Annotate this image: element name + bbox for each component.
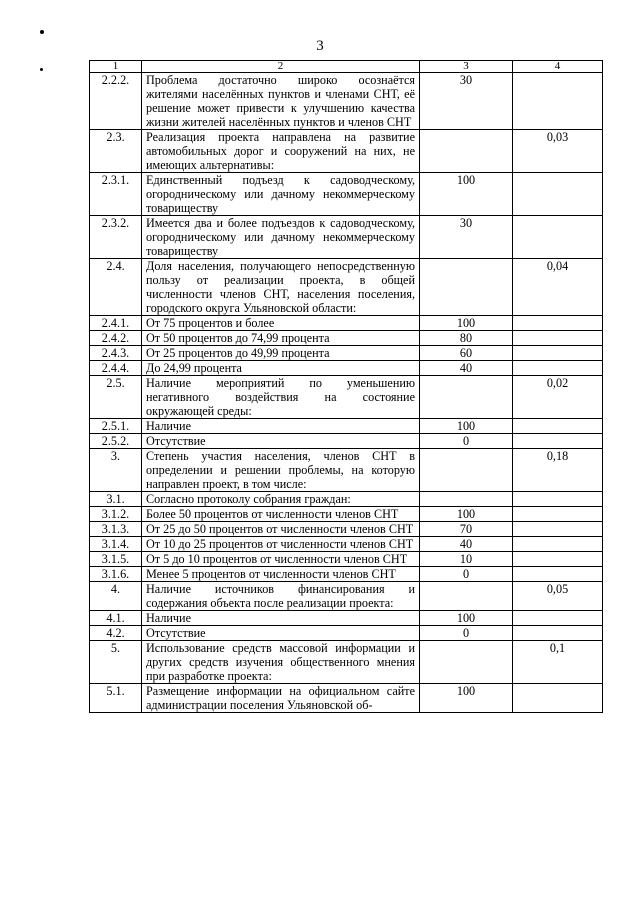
- table-row: [90, 611, 603, 626]
- score-value: 80: [420, 331, 513, 346]
- row-number: 2.5.2.: [90, 434, 142, 449]
- row-text: Наличие: [142, 611, 420, 626]
- table-row: [90, 567, 603, 582]
- weight-value: [513, 537, 603, 552]
- score-value: 70: [420, 522, 513, 537]
- row-text: От 5 до 10 процентов от численности членов СНТ: [142, 552, 420, 567]
- weight-value: 0,05: [513, 582, 603, 611]
- table-row: [90, 582, 603, 611]
- row-number: 2.3.2.: [90, 216, 142, 259]
- weight-value: [513, 316, 603, 331]
- row-text: От 50 процентов до 74,99 процента: [142, 331, 420, 346]
- row-text: Согласно протоколу собрания граждан:: [142, 492, 420, 507]
- row-number: 5.1.: [90, 684, 142, 713]
- score-value: 40: [420, 537, 513, 552]
- row-text: Наличие: [142, 419, 420, 434]
- row-text: Наличие источников финансирования и содержания объекта после реализации проекта:: [142, 582, 420, 611]
- table-row: [90, 173, 603, 216]
- score-value: [420, 641, 513, 684]
- score-value: 10: [420, 552, 513, 567]
- table-row: [90, 449, 603, 492]
- row-number: 2.4.1.: [90, 316, 142, 331]
- weight-value: [513, 331, 603, 346]
- table-header-row: [90, 61, 603, 73]
- score-value: [420, 130, 513, 173]
- weight-value: [513, 552, 603, 567]
- weight-value: [513, 507, 603, 522]
- table-row: [90, 492, 603, 507]
- row-number: 3.: [90, 449, 142, 492]
- weight-value: [513, 626, 603, 641]
- header-col-2: 2: [142, 61, 420, 73]
- row-number: 2.4.2.: [90, 331, 142, 346]
- row-number: 2.5.: [90, 376, 142, 419]
- table-row: [90, 522, 603, 537]
- weight-value: [513, 419, 603, 434]
- row-number: 2.4.: [90, 259, 142, 316]
- row-text: От 75 процентов и более: [142, 316, 420, 331]
- weight-value: [513, 492, 603, 507]
- score-value: 100: [420, 611, 513, 626]
- row-number: 2.3.1.: [90, 173, 142, 216]
- row-text: Степень участия населения, членов СНТ в определении и решении проблемы, на которую направлен проект, в том числе:: [142, 449, 420, 492]
- row-text: Использование средств массовой информации и других средств изучения общественного мнения при разработке проекта:: [142, 641, 420, 684]
- row-text: От 25 до 50 процентов от численности членов СНТ: [142, 522, 420, 537]
- page-number: 3: [316, 38, 324, 54]
- row-text: От 25 процентов до 49,99 процента: [142, 346, 420, 361]
- header-col-1: 1: [90, 61, 142, 73]
- weight-value: 0,03: [513, 130, 603, 173]
- table-row: [90, 552, 603, 567]
- row-number: 2.5.1.: [90, 419, 142, 434]
- table-row: [90, 537, 603, 552]
- weight-value: 0,1: [513, 641, 603, 684]
- score-value: 100: [420, 507, 513, 522]
- score-value: 30: [420, 216, 513, 259]
- score-value: 60: [420, 346, 513, 361]
- row-number: 3.1.: [90, 492, 142, 507]
- row-text: Размещение информации на официальном сайте администрации поселения Ульяновской об-: [142, 684, 420, 713]
- row-number: 3.1.5.: [90, 552, 142, 567]
- table-row: [90, 216, 603, 259]
- row-number: 2.2.2.: [90, 73, 142, 130]
- table-row: [90, 507, 603, 522]
- weight-value: [513, 346, 603, 361]
- row-number: 3.1.3.: [90, 522, 142, 537]
- row-text: Имеется два и более подъездов к садоводческому, огородническому или дачному некоммерческому товариществу: [142, 216, 420, 259]
- table-row: [90, 376, 603, 419]
- score-value: 100: [420, 419, 513, 434]
- weight-value: [513, 684, 603, 713]
- table-row: [90, 73, 603, 130]
- row-number: 4.: [90, 582, 142, 611]
- score-value: 100: [420, 684, 513, 713]
- row-number: 2.4.4.: [90, 361, 142, 376]
- row-number: 3.1.4.: [90, 537, 142, 552]
- score-value: [420, 376, 513, 419]
- score-value: [420, 259, 513, 316]
- weight-value: [513, 611, 603, 626]
- row-text: Отсутствие: [142, 626, 420, 641]
- weight-value: [513, 567, 603, 582]
- row-number: 3.1.2.: [90, 507, 142, 522]
- table-row: [90, 434, 603, 449]
- weight-value: [513, 216, 603, 259]
- row-text: Наличие мероприятий по уменьшению негативного воздействия на состояние окружающей среды:: [142, 376, 420, 419]
- score-value: 100: [420, 173, 513, 216]
- score-value: 0: [420, 567, 513, 582]
- score-value: 0: [420, 626, 513, 641]
- weight-value: 0,02: [513, 376, 603, 419]
- weight-value: [513, 434, 603, 449]
- row-number: 5.: [90, 641, 142, 684]
- table-row: [90, 130, 603, 173]
- weight-value: [513, 522, 603, 537]
- weight-value: [513, 361, 603, 376]
- row-text: Отсутствие: [142, 434, 420, 449]
- row-text: Более 50 процентов от численности членов СНТ: [142, 507, 420, 522]
- margin-dot-2: [40, 68, 43, 71]
- score-value: [420, 582, 513, 611]
- table-row: [90, 626, 603, 641]
- row-text: До 24,99 процента: [142, 361, 420, 376]
- row-number: 2.3.: [90, 130, 142, 173]
- table-row: [90, 346, 603, 361]
- score-value: 40: [420, 361, 513, 376]
- weight-value: 0,04: [513, 259, 603, 316]
- row-number: 4.1.: [90, 611, 142, 626]
- row-text: Менее 5 процентов от численности членов СНТ: [142, 567, 420, 582]
- table-row: [90, 641, 603, 684]
- row-text: Доля населения, получающего непосредственную пользу от реализации проекта, в общей численности членов СНТ, населения поселения, городского округа Ульяновской области:: [142, 259, 420, 316]
- score-value: 30: [420, 73, 513, 130]
- row-number: 2.4.3.: [90, 346, 142, 361]
- score-value: 100: [420, 316, 513, 331]
- header-col-4: 4: [513, 61, 603, 73]
- row-text: Проблема достаточно широко осознаётся жителями населённых пунктов и членами СНТ, её решение может привести к улучшению качества жизни жителей населённых пунктов и членов СНТ: [142, 73, 420, 130]
- row-text: От 10 до 25 процентов от численности членов СНТ: [142, 537, 420, 552]
- weight-value: 0,18: [513, 449, 603, 492]
- row-text: Единственный подъезд к садоводческому, огородническому или дачному некоммерческому товариществу: [142, 173, 420, 216]
- score-value: [420, 449, 513, 492]
- table-row: [90, 316, 603, 331]
- weight-value: [513, 173, 603, 216]
- table-row: [90, 259, 603, 316]
- row-number: 3.1.6.: [90, 567, 142, 582]
- table-row: [90, 361, 603, 376]
- row-text: Реализация проекта направлена на развитие автомобильных дорог и сооружений на них, не имеющих альтернативы:: [142, 130, 420, 173]
- row-number: 4.2.: [90, 626, 142, 641]
- margin-dot-1: [40, 30, 44, 34]
- header-col-3: 3: [420, 61, 513, 73]
- table-row: [90, 684, 603, 713]
- score-value: 0: [420, 434, 513, 449]
- criteria-table: [89, 60, 603, 713]
- weight-value: [513, 73, 603, 130]
- score-value: [420, 492, 513, 507]
- table-row: [90, 419, 603, 434]
- table-row: [90, 331, 603, 346]
